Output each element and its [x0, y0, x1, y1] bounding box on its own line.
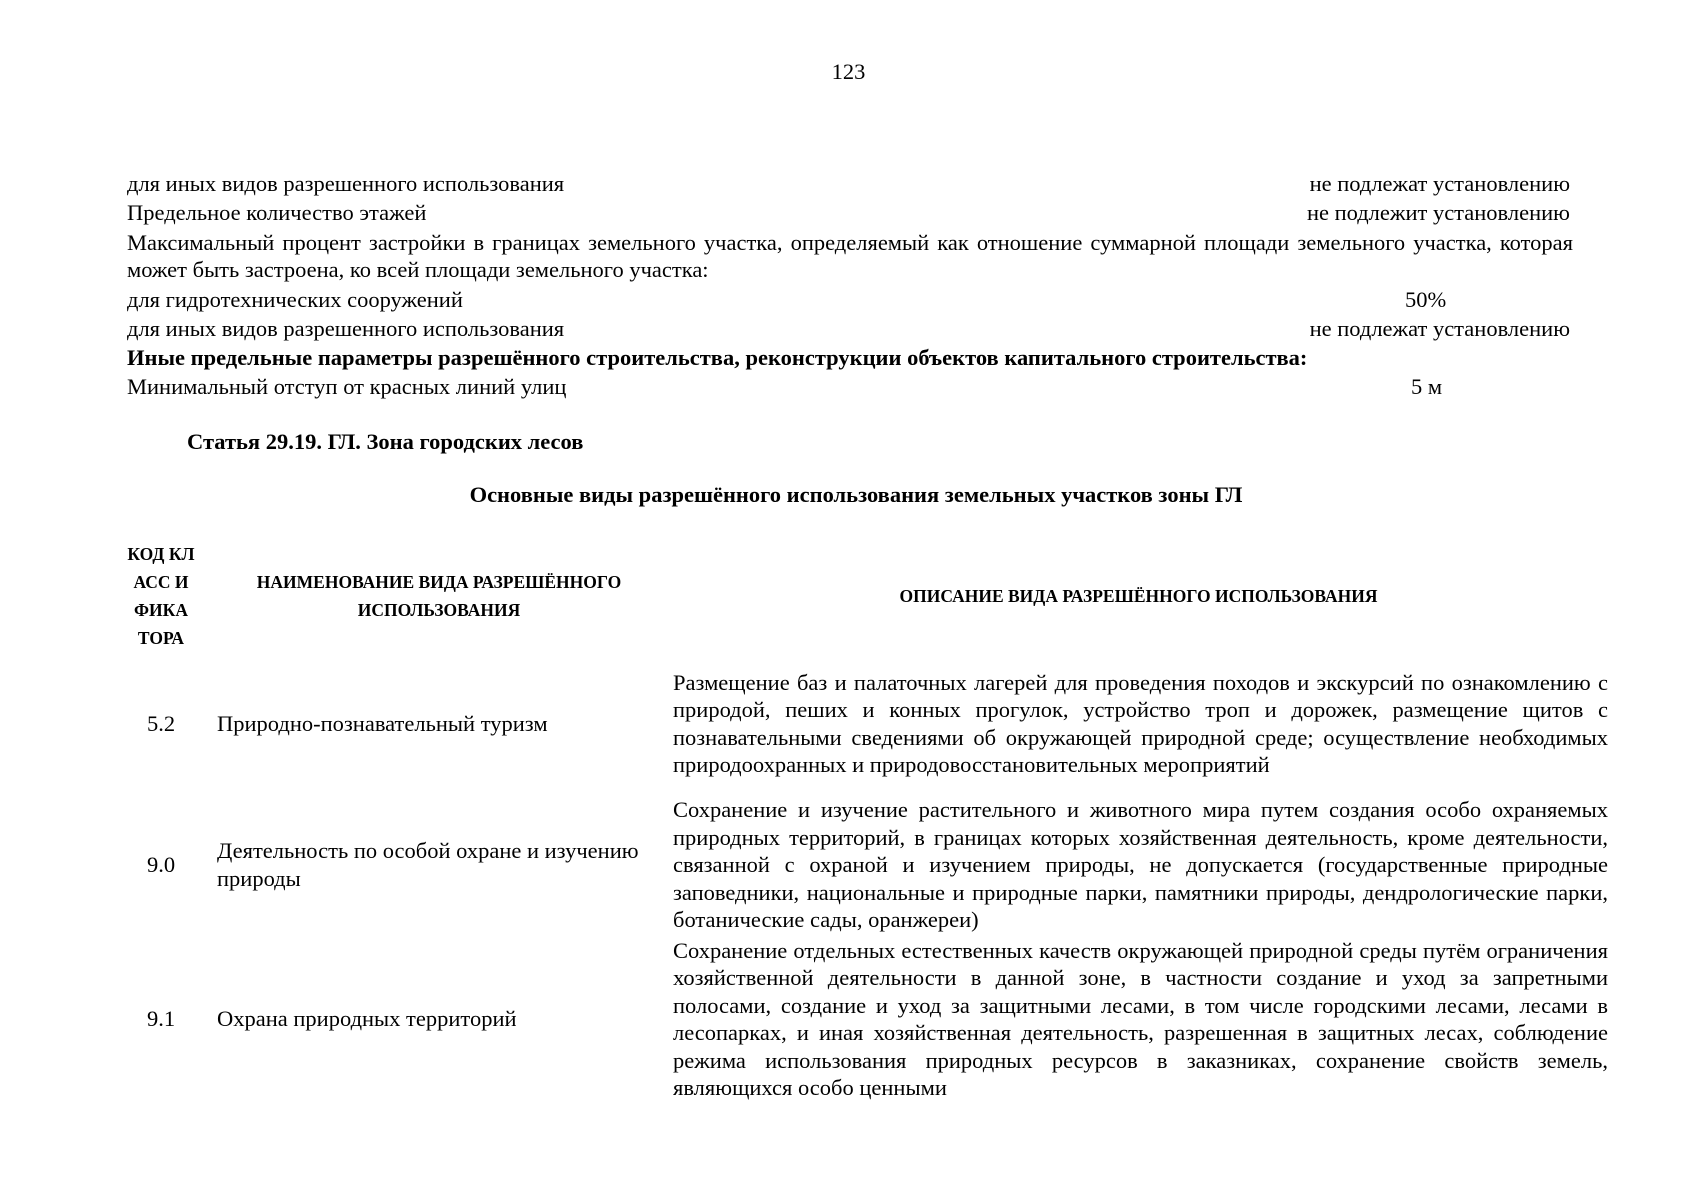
land-use-table [113, 540, 1608, 1103]
row-name: Охрана природных территорий [217, 1006, 517, 1031]
table-title: Основные виды разрешённого использования земельных участков зоны ГЛ [469, 482, 1243, 507]
row-description [669, 935, 1608, 1103]
page-number: 123 [831, 59, 866, 84]
param-label-floors: Предельное количество этажей [127, 200, 427, 225]
row-description-text: Сохранение отдельных естественных качеств окружающей природной среды путём ограничения хозяйственной деятельности в данной зоне, в частности создание и уход за запретными полосами, создание и уход за защитными лесами, в том числе городскими лесами, лесами в лесопарках, и иная хозяйственная деятельность, разрешенная в защитных лесах, соблюдение режима использования природных ресурсов в заказниках, сохранение свойств земель, являющихся особо ценными [673, 937, 1608, 1100]
table-row [113, 795, 1608, 935]
row-description-text: Сохранение и изучение растительного и животного мира путем создания особо охраняемых природных территорий, в границах которых хозяйственная деятельность, кроме деятельности, связанной с охраной и изучением природы, не допускается (государственные природные заповедники, национальные и природные парки, памятники природы, дендрологические парки, ботанические сады, оранжереи) [673, 797, 1608, 933]
header-code-label: КОД КЛАСС ИФИКА ТОРА [127, 544, 195, 648]
row-code: 5.2 [146, 710, 176, 736]
article-title: Статья 29.19. ГЛ. Зона городских лесов [187, 429, 584, 454]
table-row [113, 652, 1608, 795]
row-code: 9.1 [146, 1006, 176, 1031]
param-value-red-lines: 5 м [1411, 374, 1443, 399]
param-label-other-uses: для иных видов разрешенного использования [127, 171, 565, 196]
header-description [669, 540, 1608, 652]
header-name-label: НАИМЕНОВАНИЕ ВИДА РАЗРЕШЁННОГО ИСПОЛЬЗОВАНИЯ [256, 572, 622, 620]
header-description-label: ОПИСАНИЕ ВИДА РАЗРЕШЁННОГО ИСПОЛЬЗОВАНИЯ [899, 586, 1378, 606]
param-value-hydro: 50% [1405, 287, 1447, 312]
table-row [113, 935, 1608, 1103]
param-value-floors: не подлежит установлению [1306, 200, 1570, 225]
header-name [209, 540, 669, 652]
header-code [113, 540, 209, 652]
param-value-other-uses: не подлежат установлению [1309, 171, 1570, 196]
param-label-red-lines: Минимальный отступ от красных линий улиц [127, 374, 567, 399]
row-description [669, 795, 1608, 935]
param-label-hydro: для гидротехнических сооружений [127, 287, 463, 312]
row-name: Природно-познавательный туризм [217, 710, 548, 736]
row-name: Деятельность по особой охране и изучению природы [217, 838, 639, 891]
row-code: 9.0 [146, 852, 176, 877]
other-params-heading: Иные предельные параметры разрешённого строительства, реконструкции объектов капитального строительства: [127, 345, 1308, 370]
row-description-text: Размещение баз и палаточных лагерей для проведения походов и экскурсий по ознакомлению с природой, пеших и конных прогулок, устройство троп и дорожек, размещение щитов с познавательными сведениями об окружающей природной среде; осуществление необходимых природоохранных и природовосстановительных мероприятий [673, 669, 1608, 777]
table-header-row [113, 540, 1608, 652]
row-description [669, 652, 1608, 795]
param-value-other-uses-2: не подлежат установлению [1309, 316, 1570, 341]
max-percent-text: Максимальный процент застройки в границах земельного участка, определяемый как отношение суммарной площади земельного участка, которая может быть застроена, ко всей площади земельного участка: [127, 230, 1573, 282]
param-label-other-uses-2: для иных видов разрешенного использования [127, 316, 565, 341]
